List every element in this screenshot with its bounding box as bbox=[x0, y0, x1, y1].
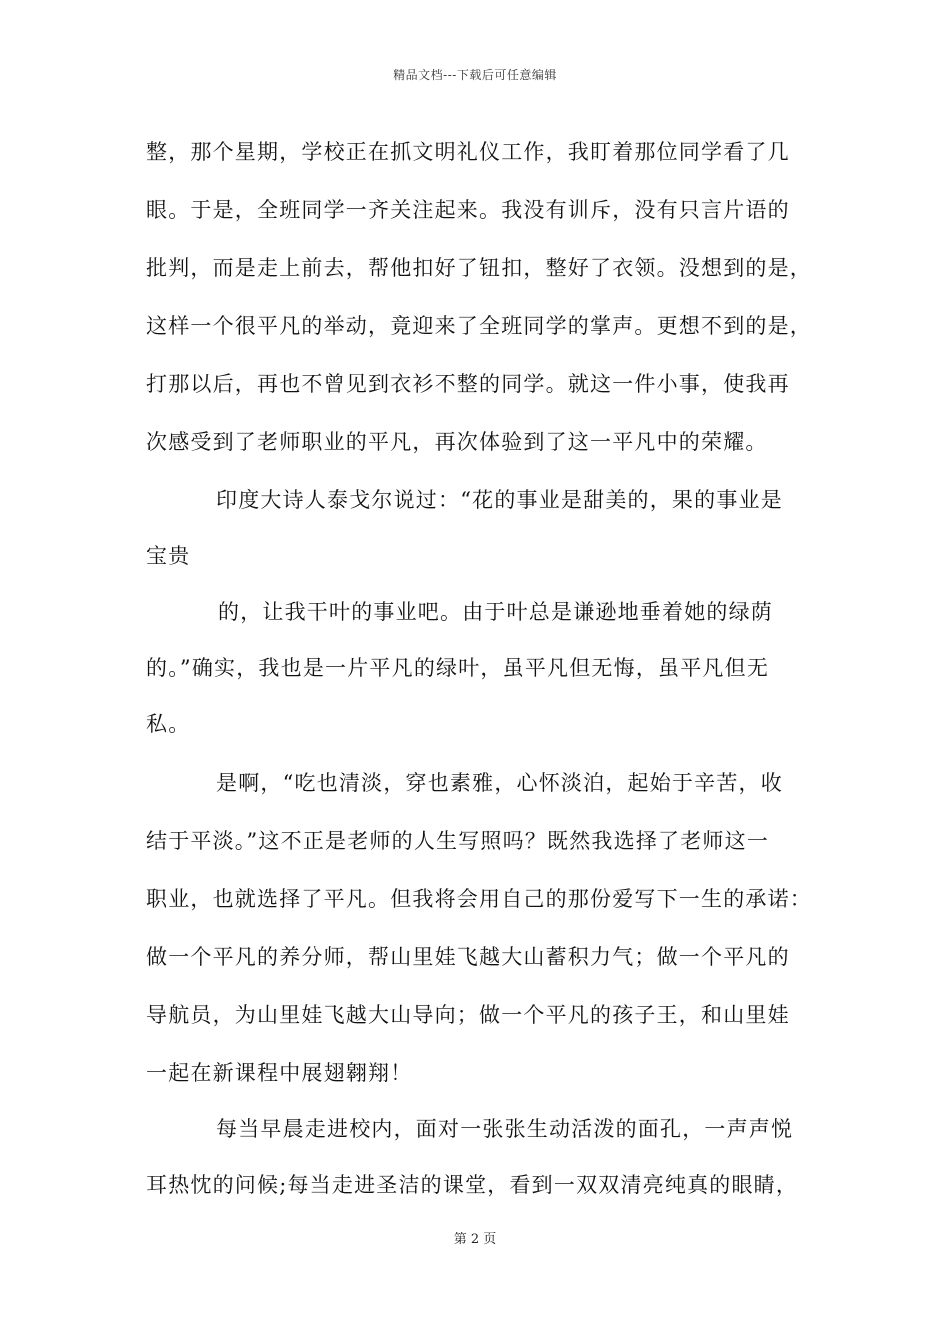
text-line: 结于平淡。”这不正是老师的人生写照吗？既然我选择了老师这一 bbox=[146, 829, 770, 853]
text-line: 整，那个星期，学校正在抓文明礼仪工作，我盯着那位同学看了几 bbox=[146, 140, 790, 164]
paragraph-start-line: 是啊，“吃也清淡，穿也素雅，心怀淡泊，起始于辛苦，收 bbox=[216, 771, 783, 795]
text-line: 耳热忱的问候;每当走进圣洁的课堂，看到一双双清亮纯真的眼睛， bbox=[146, 1173, 799, 1197]
text-line: 一起在新课程中展翅翱翔！ bbox=[146, 1061, 413, 1085]
paragraph-start-line: 印度大诗人泰戈尔说过：“花的事业是甜美的，果的事业是 bbox=[216, 488, 783, 512]
text-line: 宝贵 bbox=[146, 544, 191, 568]
text-line: 眼。于是，全班同学一齐关注起来。我没有训斥，没有只言片语的 bbox=[146, 198, 790, 222]
text-line: 打那以后，再也不曾见到衣衫不整的同学。就这一件小事，使我再 bbox=[146, 372, 790, 396]
text-line: 次感受到了老师职业的平凡，再次体验到了这一平凡中的荣耀。 bbox=[146, 430, 768, 454]
text-line: 批判，而是走上前去，帮他扣好了钮扣，整好了衣领。没想到的是， bbox=[146, 256, 812, 280]
text-line: 的。”确实，我也是一片平凡的绿叶，虽平凡但无悔，虽平凡但无 bbox=[146, 656, 770, 680]
text-line: 的，让我干叶的事业吧。由于叶总是谦逊地垂着她的绿荫 bbox=[218, 600, 773, 624]
text-line: 做一个平凡的养分师，帮山里娃飞越大山蓄积力气；做一个平凡的 bbox=[146, 945, 790, 969]
text-line: 这样一个很平凡的举动，竟迎来了全班同学的掌声。更想不到的是， bbox=[146, 314, 812, 338]
page-header: 精品文档---下载后可任意编辑 bbox=[393, 68, 557, 82]
paragraph-start-line: 每当早晨走进校内，面对一张张生动活泼的面孔，一声声悦 bbox=[216, 1117, 794, 1141]
text-line: 私。 bbox=[146, 712, 191, 736]
text-line: 职业，也就选择了平凡。但我将会用自己的那份爱写下一生的承诺： bbox=[146, 887, 812, 911]
text-line: 导航员，为山里娃飞越大山导向；做一个平凡的孩子王，和山里娃 bbox=[146, 1003, 790, 1027]
page-number: 第 2 页 bbox=[453, 1232, 497, 1247]
